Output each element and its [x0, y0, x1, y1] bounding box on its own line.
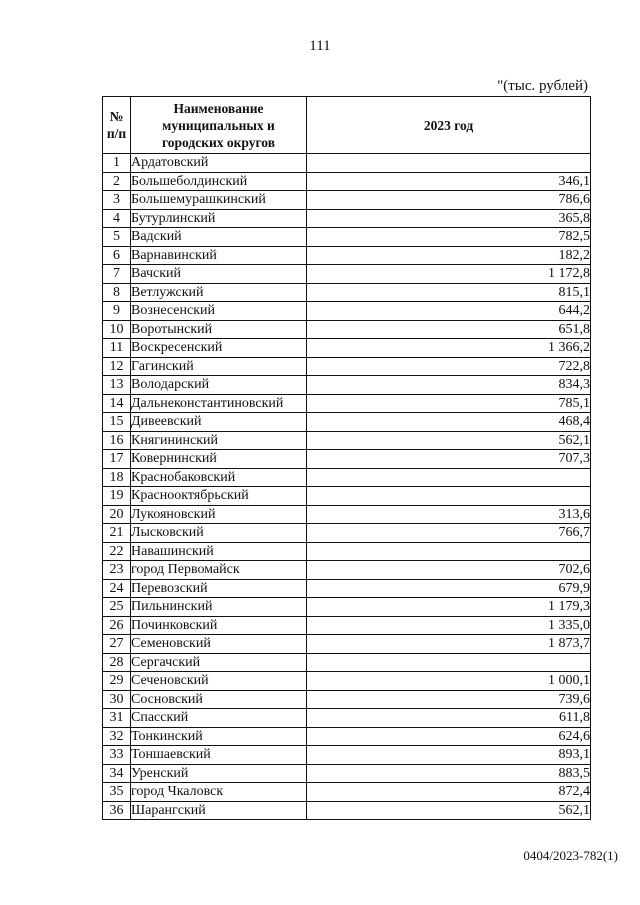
- unit-note: "(тыс. рублей): [497, 78, 588, 94]
- table-row: [103, 764, 591, 783]
- row-value: 1 366,2: [307, 339, 591, 358]
- row-value: 1 873,7: [307, 635, 591, 654]
- table-row: [103, 672, 591, 691]
- row-number: 26: [103, 616, 131, 635]
- table-row: [103, 413, 591, 432]
- row-name: Воротынский: [131, 320, 307, 339]
- row-name: Бутурлинский: [131, 209, 307, 228]
- row-value: [307, 542, 591, 561]
- row-number: 17: [103, 450, 131, 469]
- row-name: Вознесенский: [131, 302, 307, 321]
- row-value: 1 335,0: [307, 616, 591, 635]
- row-name: Лукояновский: [131, 505, 307, 524]
- row-number: 23: [103, 561, 131, 580]
- row-number: 34: [103, 764, 131, 783]
- table-row: [103, 542, 591, 561]
- row-name: Варнавинский: [131, 246, 307, 265]
- table-row: [103, 339, 591, 358]
- table-row: [103, 598, 591, 617]
- table-row: [103, 228, 591, 247]
- row-value: 707,3: [307, 450, 591, 469]
- row-value: 766,7: [307, 524, 591, 543]
- table-row: [103, 376, 591, 395]
- row-value: 313,6: [307, 505, 591, 524]
- row-number: 29: [103, 672, 131, 691]
- header-value: 2023 год: [307, 97, 591, 154]
- table-row: [103, 579, 591, 598]
- row-number: 21: [103, 524, 131, 543]
- row-name: Починковский: [131, 616, 307, 635]
- row-name: Ветлужский: [131, 283, 307, 302]
- table-row: [103, 709, 591, 728]
- row-name: Шарангский: [131, 801, 307, 820]
- row-value: 1 000,1: [307, 672, 591, 691]
- table-header-row: [103, 97, 591, 154]
- row-value: 562,1: [307, 431, 591, 450]
- row-name: Большеболдинский: [131, 172, 307, 191]
- row-value: 611,8: [307, 709, 591, 728]
- row-value: 468,4: [307, 413, 591, 432]
- document-code: 0404/2023-782(1): [523, 848, 618, 863]
- row-name: Дальнеконстантиновский: [131, 394, 307, 413]
- row-number: 5: [103, 228, 131, 247]
- row-name: Княгининский: [131, 431, 307, 450]
- row-name: город Чкаловск: [131, 783, 307, 802]
- row-name: Ардатовский: [131, 154, 307, 173]
- table-row: [103, 450, 591, 469]
- row-number: 2: [103, 172, 131, 191]
- row-number: 13: [103, 376, 131, 395]
- row-value: 651,8: [307, 320, 591, 339]
- row-number: 28: [103, 653, 131, 672]
- table-row: [103, 394, 591, 413]
- row-value: 785,1: [307, 394, 591, 413]
- table-row: [103, 524, 591, 543]
- row-number: 7: [103, 265, 131, 284]
- row-name: Тонкинский: [131, 727, 307, 746]
- row-name: Сосновский: [131, 690, 307, 709]
- row-value: 782,5: [307, 228, 591, 247]
- row-number: 15: [103, 413, 131, 432]
- row-name: Вачский: [131, 265, 307, 284]
- row-name: Перевозский: [131, 579, 307, 598]
- row-number: 18: [103, 468, 131, 487]
- row-name: город Первомайск: [131, 561, 307, 580]
- table-row: [103, 431, 591, 450]
- row-name: Дивеевский: [131, 413, 307, 432]
- table-row: [103, 505, 591, 524]
- row-value: 722,8: [307, 357, 591, 376]
- row-value: 346,1: [307, 172, 591, 191]
- row-name: Воскресенский: [131, 339, 307, 358]
- row-name: Ковернинский: [131, 450, 307, 469]
- row-value: 702,6: [307, 561, 591, 580]
- row-value: 872,4: [307, 783, 591, 802]
- table-row: [103, 357, 591, 376]
- row-number: 4: [103, 209, 131, 228]
- table-row: [103, 154, 591, 173]
- row-value: 624,6: [307, 727, 591, 746]
- row-value: 644,2: [307, 302, 591, 321]
- row-name: Сергачский: [131, 653, 307, 672]
- row-number: 22: [103, 542, 131, 561]
- page-number: 111: [309, 38, 331, 54]
- table-row: [103, 246, 591, 265]
- row-value: 883,5: [307, 764, 591, 783]
- header-name: Наименование муниципальных и городских округов: [131, 97, 307, 154]
- row-number: 10: [103, 320, 131, 339]
- table-row: [103, 635, 591, 654]
- row-number: 12: [103, 357, 131, 376]
- row-value: 834,3: [307, 376, 591, 395]
- row-number: 1: [103, 154, 131, 173]
- row-name: Гагинский: [131, 357, 307, 376]
- row-value: [307, 154, 591, 173]
- row-number: 16: [103, 431, 131, 450]
- table-row: [103, 320, 591, 339]
- row-name: Семеновский: [131, 635, 307, 654]
- row-number: 25: [103, 598, 131, 617]
- row-name: Тоншаевский: [131, 746, 307, 765]
- row-number: 3: [103, 191, 131, 210]
- row-name: Уренский: [131, 764, 307, 783]
- table-row: [103, 746, 591, 765]
- table-row: [103, 468, 591, 487]
- row-number: 9: [103, 302, 131, 321]
- row-name: Сеченовский: [131, 672, 307, 691]
- row-value: 562,1: [307, 801, 591, 820]
- row-name: Спасский: [131, 709, 307, 728]
- table-body: [103, 154, 591, 820]
- table-row: [103, 727, 591, 746]
- row-value: 182,2: [307, 246, 591, 265]
- row-name: Вадский: [131, 228, 307, 247]
- table-row: [103, 561, 591, 580]
- row-number: 31: [103, 709, 131, 728]
- table-row: [103, 209, 591, 228]
- table-row: [103, 487, 591, 506]
- row-value: [307, 487, 591, 506]
- table-row: [103, 653, 591, 672]
- row-name: Краснобаковский: [131, 468, 307, 487]
- row-name: Навашинский: [131, 542, 307, 561]
- row-name: Пильнинский: [131, 598, 307, 617]
- row-number: 32: [103, 727, 131, 746]
- row-name: Большемурашкинский: [131, 191, 307, 210]
- row-value: 1 179,3: [307, 598, 591, 617]
- row-number: 11: [103, 339, 131, 358]
- row-value: 815,1: [307, 283, 591, 302]
- row-number: 27: [103, 635, 131, 654]
- row-number: 36: [103, 801, 131, 820]
- row-number: 20: [103, 505, 131, 524]
- row-number: 35: [103, 783, 131, 802]
- row-value: [307, 653, 591, 672]
- table-row: [103, 191, 591, 210]
- table-row: [103, 302, 591, 321]
- row-name: Лысковский: [131, 524, 307, 543]
- row-number: 14: [103, 394, 131, 413]
- row-number: 19: [103, 487, 131, 506]
- row-name: Краснооктябрьский: [131, 487, 307, 506]
- row-number: 8: [103, 283, 131, 302]
- table-row: [103, 283, 591, 302]
- row-value: 679,9: [307, 579, 591, 598]
- row-number: 30: [103, 690, 131, 709]
- data-table: [102, 96, 591, 820]
- table-row: [103, 265, 591, 284]
- row-value: 893,1: [307, 746, 591, 765]
- row-value: 365,8: [307, 209, 591, 228]
- table-row: [103, 801, 591, 820]
- row-value: 1 172,8: [307, 265, 591, 284]
- row-value: 786,6: [307, 191, 591, 210]
- row-value: [307, 468, 591, 487]
- table-row: [103, 616, 591, 635]
- row-number: 24: [103, 579, 131, 598]
- row-number: 6: [103, 246, 131, 265]
- table-row: [103, 783, 591, 802]
- header-num: № п/п: [103, 97, 131, 154]
- row-value: 739,6: [307, 690, 591, 709]
- row-name: Володарский: [131, 376, 307, 395]
- table-row: [103, 690, 591, 709]
- row-number: 33: [103, 746, 131, 765]
- table-row: [103, 172, 591, 191]
